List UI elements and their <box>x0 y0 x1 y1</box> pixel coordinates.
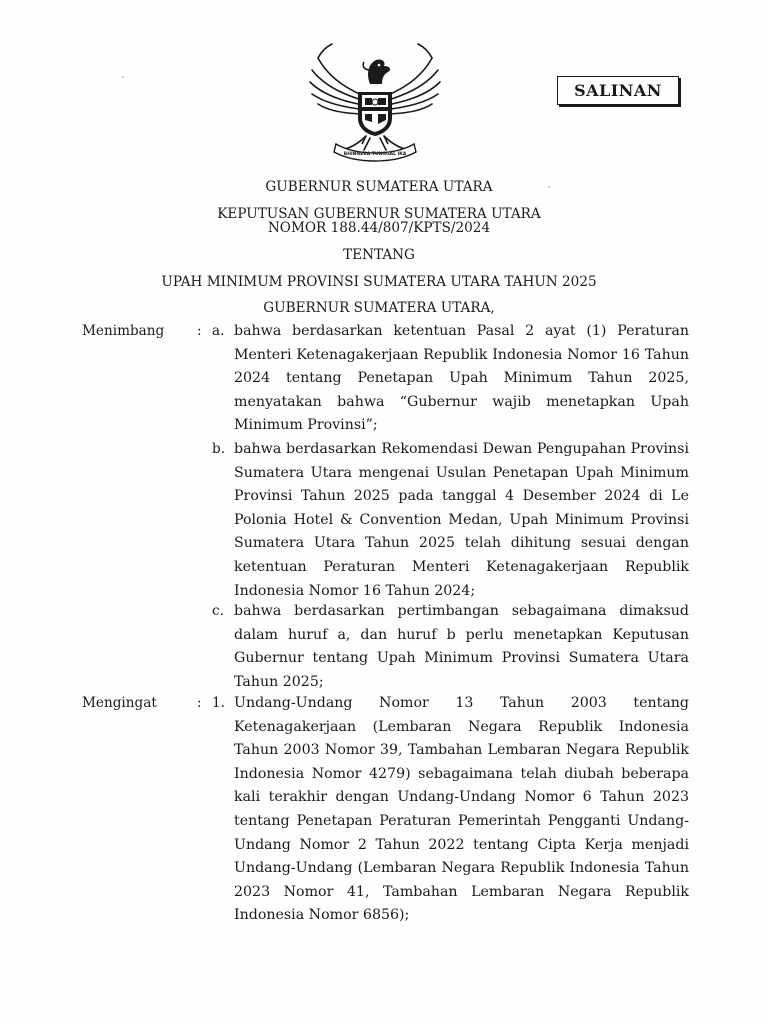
signatory-heading: GUBERNUR SUMATERA UTARA, <box>263 300 495 316</box>
garuda-emblem-icon <box>306 40 444 164</box>
salinan-stamp: SALINAN <box>557 76 679 105</box>
mengingat-label: Mengingat <box>82 695 157 711</box>
menimbang-item-c: bahwa berdasarkan pertimbangan sebagaimana dimaksud dalam huruf a, dan huruf b perlu menetapkan Keputusan Gubernur tentang Upah Minimum Provinsi Sumatera Utara Tahun 2025; <box>234 603 689 690</box>
about-label: TENTANG <box>343 247 415 263</box>
mengingat-colon: : <box>197 695 202 711</box>
decree-number: NOMOR 188.44/807/KPTS/2024 <box>267 220 491 236</box>
decree-subject: UPAH MINIMUM PROVINSI SUMATERA UTARA TAHUN 2025 <box>161 274 597 290</box>
mengingat-marker-1: 1. <box>212 695 225 711</box>
svg-text:BHINNEKA TUNGGAL IKA: BHINNEKA TUNGGAL IKA <box>343 152 407 157</box>
scan-speck <box>122 76 124 78</box>
menimbang-marker-a: a. <box>212 323 225 339</box>
mengingat-item-1: Undang-Undang Nomor 13 Tahun 2003 tentang Ketenagakerjaan (Lembaran Negara Republik Indonesia Tahun 2003 Nomor 39, Tambahan Lembaran Negara Republik Indonesia Nomor 4279) sebagaimana telah diubah beberapa kali terakhir dengan Undang-Undang Nomor 6 Tahun 2023 tentang Penetapan Peraturan Pemerintah Pengganti Undang-Undang Nomor 2 Tahun 2022 tentang Cipta Kerja menjadi Undang-Undang (Lembaran Negara Republik Indonesia Tahun 2023 Nomor 41, Tambahan Lembaran Negara Republik Indonesia Nomor 6856); <box>234 695 689 924</box>
menimbang-marker-b: b. <box>212 441 226 457</box>
issuer-heading: GUBERNUR SUMATERA UTARA <box>265 179 493 195</box>
decree-title: KEPUTUSAN GUBERNUR SUMATERA UTARA <box>217 206 541 222</box>
menimbang-item-b: bahwa berdasarkan Rekomendasi Dewan Pengupahan Provinsi Sumatera Utara mengenai Usulan Penetapan Upah Minimum Provinsi Tahun 2025 pada tanggal 4 Desember 2024 di Le Polonia Hotel & Convention Medan, Upah Minimum Provinsi Sumatera Utara Tahun 2025 telah dihitung sesuai dengan ketentuan Peraturan Menteri Ketenagakerjaan Republik Indonesia Nomor 16 Tahun 2024; <box>234 441 689 599</box>
menimbang-marker-c: c. <box>212 603 224 619</box>
menimbang-colon: : <box>197 323 202 339</box>
scan-speck <box>548 186 550 188</box>
menimbang-item-a: bahwa berdasarkan ketentuan Pasal 2 ayat (1) Peraturan Menteri Ketenagakerjaan Republik Indonesia Nomor 16 Tahun 2024 tentang Penetapan Upah Minimum Tahun 2025, menyatakan bahwa “Gubernur wajib menetapkan Upah Minimum Provinsi”; <box>234 323 689 434</box>
menimbang-label: Menimbang <box>82 323 165 339</box>
